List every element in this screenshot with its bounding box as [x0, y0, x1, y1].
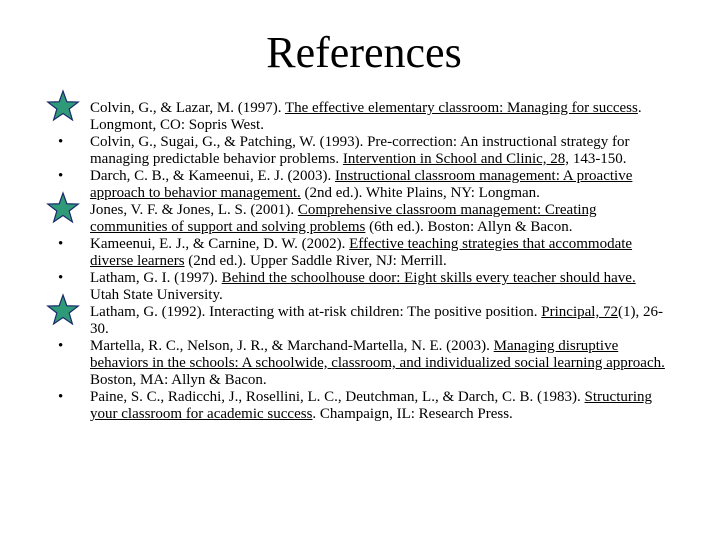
- reference-item: [0, 100, 728, 134]
- reference-publisher: 143-150.: [569, 151, 627, 167]
- reference-item: [0, 389, 728, 423]
- reference-title: The effective elementary classroom: Managing for success: [284, 100, 638, 116]
- bullet-icon: •: [58, 236, 64, 252]
- reference-publisher: Utah State University.: [90, 287, 223, 303]
- bullet-icon: •: [58, 338, 64, 354]
- reference-item: [0, 202, 728, 236]
- reference-title: Effective teaching strategies that accommodate diverse learners: [90, 236, 633, 269]
- reference-text: [90, 236, 668, 270]
- reference-authors: Jones, V. F. & Jones, L. S. (2001).: [90, 202, 298, 218]
- star-icon: [46, 191, 80, 225]
- reference-publisher: (2nd ed.). Upper Saddle River, NJ: Merrill.: [184, 253, 447, 269]
- reference-authors: Paine, S. C., Radicchi, J., Rosellini, L. C., Deutchman, L., & Darch, C. B. (1983).: [90, 389, 585, 405]
- reference-authors: Colvin, G., Sugai, G., & Patching, W. (1993). Pre-correction: An instructional strategy for managing predictable behavior problems.: [90, 134, 630, 167]
- reference-publisher: (6th ed.). Boston: Allyn & Bacon.: [365, 219, 573, 235]
- star-icon: [46, 293, 80, 327]
- reference-authors: Darch, C. B., & Kameenui, E. J. (2003).: [90, 168, 335, 184]
- reference-authors: Colvin, G., & Lazar, M. (1997).: [90, 100, 285, 116]
- bullet-icon: •: [58, 168, 64, 184]
- reference-item: [0, 134, 728, 168]
- reference-title: Intervention in School and Clinic, 28,: [342, 151, 570, 167]
- reference-title: Principal, 72: [541, 304, 618, 320]
- bullet-icon: •: [58, 134, 64, 150]
- reference-text: [90, 100, 668, 134]
- reference-authors: Latham, G. (1992). Interacting with at-risk children: The positive position.: [90, 304, 542, 320]
- reference-publisher: (1), 26-30.: [90, 304, 663, 337]
- reference-text: [90, 168, 668, 202]
- reference-item: [0, 338, 728, 389]
- page-title: References: [266, 28, 462, 77]
- reference-text: [90, 134, 668, 168]
- reference-item: [0, 236, 728, 270]
- reference-item: [0, 270, 728, 304]
- reference-text: [90, 202, 668, 236]
- reference-item: [0, 304, 728, 338]
- reference-publisher: . Champaign, IL: Research Press.: [312, 406, 513, 422]
- reference-title: Structuring your classroom for academic success: [90, 389, 653, 422]
- reference-text: [90, 270, 668, 304]
- reference-publisher: . Longmont, CO: Sopris West.: [90, 100, 642, 133]
- reference-authors: Latham, G. I. (1997).: [90, 270, 222, 286]
- reference-title: Managing disruptive behaviors in the schools: A schoolwide, classroom, and individualized social learning approach.: [90, 338, 665, 371]
- bullet-icon: •: [58, 389, 64, 405]
- reference-authors: Kameenui, E. J., & Carnine, D. W. (2002).: [90, 236, 350, 252]
- reference-title: Comprehensive classroom management: Creating communities of support and solving problems: [90, 202, 597, 235]
- reference-title: Instructional classroom management: A proactive approach to behavior management.: [90, 168, 633, 201]
- star-icon: [46, 89, 80, 123]
- reference-text: [90, 304, 668, 338]
- reference-title: Behind the schoolhouse door: Eight skills every teacher should have.: [221, 270, 636, 286]
- reference-authors: Martella, R. C., Nelson, J. R., & Marchand-Martella, N. E. (2003).: [90, 338, 494, 354]
- reference-item: [0, 168, 728, 202]
- bullet-icon: •: [58, 270, 64, 286]
- reference-text: [90, 389, 668, 423]
- reference-list: [0, 100, 728, 423]
- reference-text: [90, 338, 668, 389]
- reference-publisher: Boston, MA: Allyn & Bacon.: [90, 372, 267, 388]
- reference-publisher: (2nd ed.). White Plains, NY: Longman.: [300, 185, 540, 201]
